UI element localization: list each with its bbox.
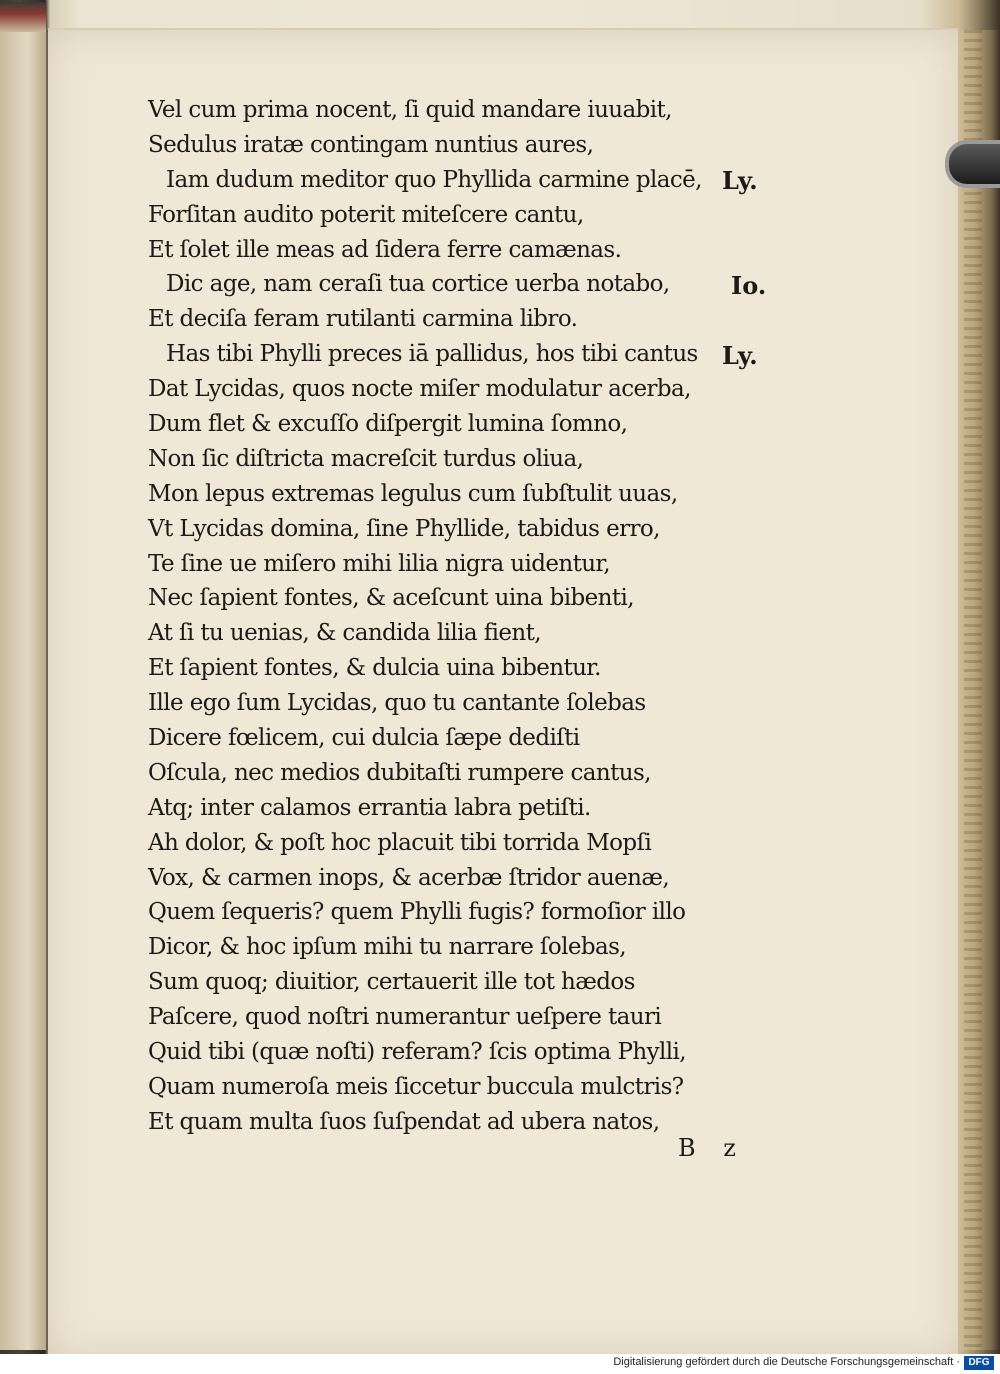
verse-line: Nec ſapient fontes, & aceſcunt uina bibenti,: [148, 585, 634, 612]
right-page-stack: [958, 30, 1000, 1350]
verse-line: Dum flet & excuſſo diſpergit lumina ſomno,: [148, 411, 628, 438]
verse-block: [148, 93, 708, 1140]
speaker-label-lycidas: Ly.: [722, 166, 758, 195]
verse-line: Et quam multa ſuos ſuſpendat ad ubera natos,: [148, 1108, 660, 1135]
verse-line: Et deciſa feram rutilanti carmina libro.: [148, 306, 578, 333]
speaker-label-iolas: Io.: [731, 271, 767, 300]
signature-mark: B z: [678, 1134, 746, 1162]
left-page-edge: [0, 30, 48, 1350]
verse-line: Non ſic diſtricta macreſcit turdus oliua,: [148, 445, 584, 472]
verse-line: Et ſolet ille meas ad ſidera ferre camænas.: [148, 236, 622, 263]
verse-line: Sedulus iratæ contingam nuntius aures,: [148, 131, 594, 158]
verse-line: Ille ego ſum Lycidas, quo tu cantante ſolebas: [148, 690, 646, 717]
verse-line: Quam numeroſa meis ſiccetur buccula mulctris?: [148, 1073, 684, 1100]
verse-line: Forſitan audito poterit miteſcere cantu,: [148, 201, 584, 228]
page-tab-clip: [945, 140, 1000, 188]
dfg-logo-icon: DFG: [964, 1356, 994, 1370]
verse-line: Atq; inter calamos errantia labra petiſti.: [148, 794, 591, 821]
verse-line: Dic age, nam ceraſi tua cortice uerba notabo,: [166, 271, 670, 298]
speaker-label-lycidas: Ly.: [722, 341, 758, 370]
verse-line: Dat Lycidas, quos nocte miſer modulatur acerba,: [148, 376, 691, 403]
verse-line: Vt Lycidas domina, ſine Phyllide, tabidus erro,: [148, 515, 660, 542]
verse-line: Has tibi Phylli preces iā pallidus, hos tibi cantus: [166, 341, 698, 368]
verse-line: Mon lepus extremas legulus cum ſubſtulit uuas,: [148, 480, 678, 507]
verse-line: Vel cum prima nocent, ſi quid mandare iuuabit,: [148, 97, 672, 123]
verse-line: Paſcere, quod noſtri numerantur ueſpere tauri: [148, 1004, 662, 1031]
verse-line: Dicere fœlicem, cui dulcia ſæpe dediſti: [148, 725, 580, 752]
verse-line: Dicor, & hoc ipſum mihi tu narrare ſolebas,: [148, 934, 627, 961]
funding-credit: Digitalisierung gefördert durch die Deutsche Forschungsgemeinschaft ·: [613, 1356, 960, 1368]
verse-line: Sum quoq; diuitior, certauerit ille tot hædos: [148, 969, 635, 996]
verse-line: Te ſine ue miſero mihi lilia nigra uidentur,: [148, 550, 611, 577]
verse-line: Vox, & carmen inops, & acerbæ ſtridor auenæ,: [148, 864, 670, 891]
verse-line: Ah dolor, & poſt hoc placuit tibi torrida Mopſi: [148, 829, 652, 856]
verse-line: Et ſapient fontes, & dulcia uina bibentur.: [148, 655, 601, 682]
verse-line: Oſcula, nec medios dubitaſti rumpere cantus,: [148, 759, 651, 786]
verse-line: Iam dudum meditor quo Phyllida carmine placē,: [166, 166, 702, 193]
verse-line: At ſi tu uenias, & candida lilia fient,: [148, 620, 541, 647]
verse-line: Quid tibi (quæ noſti) referam? ſcis optima Phylli,: [148, 1039, 686, 1066]
verse-line: Quem ſequeris? quem Phylli fugis? formoſior illo: [148, 899, 686, 926]
